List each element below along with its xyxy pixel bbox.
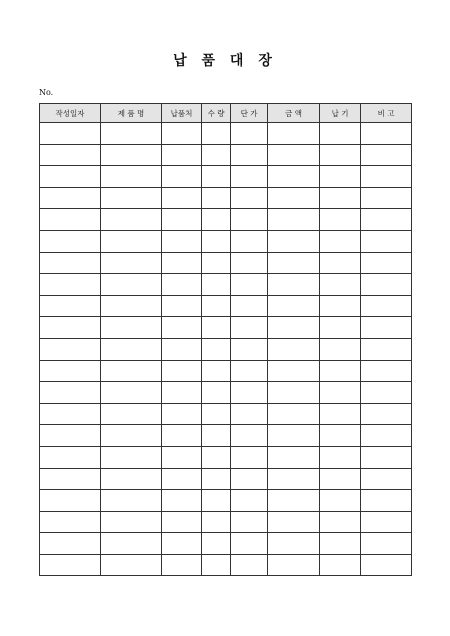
table-cell (40, 209, 101, 231)
table-cell (101, 468, 162, 490)
table-cell (320, 360, 361, 382)
table-cell (162, 533, 202, 555)
table-cell (202, 360, 231, 382)
table-cell (162, 187, 202, 209)
table-cell (231, 295, 268, 317)
table-cell (40, 554, 101, 576)
table-cell (361, 166, 412, 188)
header-date: 작성일자 (40, 104, 101, 123)
table-cell (231, 468, 268, 490)
table-cell (40, 274, 101, 296)
table-cell (162, 554, 202, 576)
table-cell (361, 425, 412, 447)
table-row (40, 209, 412, 231)
table-cell (162, 403, 202, 425)
table-cell (40, 338, 101, 360)
table-row (40, 123, 412, 145)
table-cell (202, 382, 231, 404)
header-delivery-destination: 납품처 (162, 104, 202, 123)
table-cell (361, 533, 412, 555)
table-cell (361, 446, 412, 468)
table-cell (162, 209, 202, 231)
table-cell (40, 166, 101, 188)
table-cell (361, 360, 412, 382)
table-cell (231, 446, 268, 468)
table-cell (231, 230, 268, 252)
table-cell (40, 317, 101, 339)
table-cell (40, 490, 101, 512)
table-cell (40, 295, 101, 317)
table-cell (162, 382, 202, 404)
table-cell (268, 533, 320, 555)
table-cell (101, 554, 162, 576)
table-cell (162, 274, 202, 296)
table-header-row (40, 104, 412, 123)
table-cell (320, 252, 361, 274)
table-row (40, 403, 412, 425)
table-cell (101, 187, 162, 209)
document-number-label: No. (39, 88, 54, 97)
header-amount: 금 액 (268, 104, 320, 123)
table-cell (320, 403, 361, 425)
table-cell (101, 274, 162, 296)
header-unit-price: 단 가 (231, 104, 268, 123)
table-cell (101, 511, 162, 533)
table-cell (361, 403, 412, 425)
table-row (40, 468, 412, 490)
table-row (40, 533, 412, 555)
table-row (40, 252, 412, 274)
table-cell (231, 511, 268, 533)
table-cell (40, 403, 101, 425)
table-cell (101, 425, 162, 447)
header-remarks: 비 고 (361, 104, 412, 123)
table-row (40, 446, 412, 468)
table-cell (231, 533, 268, 555)
table-cell (320, 144, 361, 166)
table-cell (268, 360, 320, 382)
table-cell (231, 490, 268, 512)
table-row (40, 144, 412, 166)
table-cell (202, 123, 231, 145)
table-cell (202, 187, 231, 209)
header-product-name: 제 품 명 (101, 104, 162, 123)
table-cell (361, 209, 412, 231)
table-cell (231, 252, 268, 274)
table-cell (40, 533, 101, 555)
table-cell (361, 468, 412, 490)
table-cell (101, 360, 162, 382)
table-cell (231, 425, 268, 447)
table-cell (202, 425, 231, 447)
table-cell (268, 252, 320, 274)
table-cell (162, 468, 202, 490)
table-cell (101, 209, 162, 231)
table-cell (101, 403, 162, 425)
table-cell (320, 490, 361, 512)
table-cell (231, 123, 268, 145)
header-quantity: 수 량 (202, 104, 231, 123)
delivery-ledger-table (39, 103, 412, 576)
table-cell (231, 554, 268, 576)
table-row (40, 511, 412, 533)
table-cell (202, 554, 231, 576)
table-cell (231, 317, 268, 339)
table-cell (202, 230, 231, 252)
table-cell (268, 403, 320, 425)
table-cell (202, 274, 231, 296)
table-cell (320, 554, 361, 576)
table-row (40, 295, 412, 317)
table-cell (40, 360, 101, 382)
table-cell (268, 274, 320, 296)
table-cell (320, 317, 361, 339)
document-title: 납 품 대 장 (173, 53, 277, 69)
table-cell (202, 511, 231, 533)
table-cell (361, 317, 412, 339)
table-row (40, 425, 412, 447)
table-cell (162, 338, 202, 360)
table-row (40, 360, 412, 382)
table-cell (320, 468, 361, 490)
table-cell (361, 382, 412, 404)
table-cell (202, 403, 231, 425)
table-cell (320, 533, 361, 555)
table-cell (268, 382, 320, 404)
table-cell (231, 166, 268, 188)
table-cell (320, 209, 361, 231)
table-cell (101, 295, 162, 317)
table-cell (320, 230, 361, 252)
table-cell (231, 274, 268, 296)
table-cell (40, 425, 101, 447)
table-row (40, 274, 412, 296)
table-cell (202, 295, 231, 317)
table-cell (101, 252, 162, 274)
table-cell (162, 425, 202, 447)
table-cell (40, 123, 101, 145)
table-row (40, 554, 412, 576)
table-cell (320, 338, 361, 360)
table-row (40, 230, 412, 252)
table-cell (101, 230, 162, 252)
table-cell (101, 382, 162, 404)
header-due-date: 납 기 (320, 104, 361, 123)
table-cell (320, 295, 361, 317)
table-cell (320, 187, 361, 209)
table-cell (101, 166, 162, 188)
table-cell (268, 295, 320, 317)
table-cell (162, 252, 202, 274)
table-cell (162, 490, 202, 512)
table-cell (361, 144, 412, 166)
table-cell (268, 511, 320, 533)
table-cell (202, 209, 231, 231)
table-row (40, 490, 412, 512)
table-cell (101, 317, 162, 339)
table-cell (320, 274, 361, 296)
table-cell (268, 209, 320, 231)
table-cell (40, 187, 101, 209)
table-cell (40, 511, 101, 533)
table-cell (361, 511, 412, 533)
table-cell (320, 511, 361, 533)
table-cell (202, 317, 231, 339)
table-cell (162, 360, 202, 382)
table-cell (101, 446, 162, 468)
table-cell (202, 144, 231, 166)
table-cell (268, 187, 320, 209)
table-cell (202, 338, 231, 360)
table-cell (268, 338, 320, 360)
table-cell (162, 446, 202, 468)
table-cell (40, 230, 101, 252)
table-cell (268, 166, 320, 188)
table-cell (231, 187, 268, 209)
table-cell (162, 123, 202, 145)
table-cell (361, 252, 412, 274)
table-cell (202, 252, 231, 274)
table-cell (162, 144, 202, 166)
table-cell (202, 490, 231, 512)
table-cell (231, 360, 268, 382)
table-cell (361, 338, 412, 360)
table-cell (101, 490, 162, 512)
table-cell (268, 317, 320, 339)
table-cell (162, 317, 202, 339)
table-cell (162, 230, 202, 252)
table-cell (268, 425, 320, 447)
table-cell (268, 144, 320, 166)
table-cell (162, 511, 202, 533)
table-cell (231, 144, 268, 166)
table-cell (361, 295, 412, 317)
table-cell (101, 144, 162, 166)
table-cell (40, 382, 101, 404)
table-cell (202, 468, 231, 490)
table-row (40, 166, 412, 188)
table-cell (231, 209, 268, 231)
table-cell (320, 166, 361, 188)
table-row (40, 317, 412, 339)
table-cell (361, 230, 412, 252)
table-body (40, 123, 412, 576)
table-cell (361, 123, 412, 145)
table-cell (101, 123, 162, 145)
table-cell (361, 554, 412, 576)
table-row (40, 187, 412, 209)
table-cell (361, 490, 412, 512)
table-cell (101, 338, 162, 360)
table-cell (162, 295, 202, 317)
table-cell (361, 274, 412, 296)
table-cell (320, 425, 361, 447)
table-cell (101, 533, 162, 555)
table-cell (40, 144, 101, 166)
table-cell (231, 382, 268, 404)
table-cell (268, 468, 320, 490)
table-cell (361, 187, 412, 209)
table-cell (268, 554, 320, 576)
table-cell (268, 230, 320, 252)
table-cell (40, 468, 101, 490)
table-cell (231, 403, 268, 425)
table-row (40, 382, 412, 404)
table-cell (202, 166, 231, 188)
table-cell (268, 490, 320, 512)
table-cell (40, 252, 101, 274)
table-cell (40, 446, 101, 468)
table-cell (268, 123, 320, 145)
table-cell (320, 382, 361, 404)
table-row (40, 338, 412, 360)
table-cell (231, 338, 268, 360)
table-cell (320, 123, 361, 145)
table-cell (202, 533, 231, 555)
table-cell (320, 446, 361, 468)
table-cell (202, 446, 231, 468)
table-cell (162, 166, 202, 188)
table-cell (268, 446, 320, 468)
